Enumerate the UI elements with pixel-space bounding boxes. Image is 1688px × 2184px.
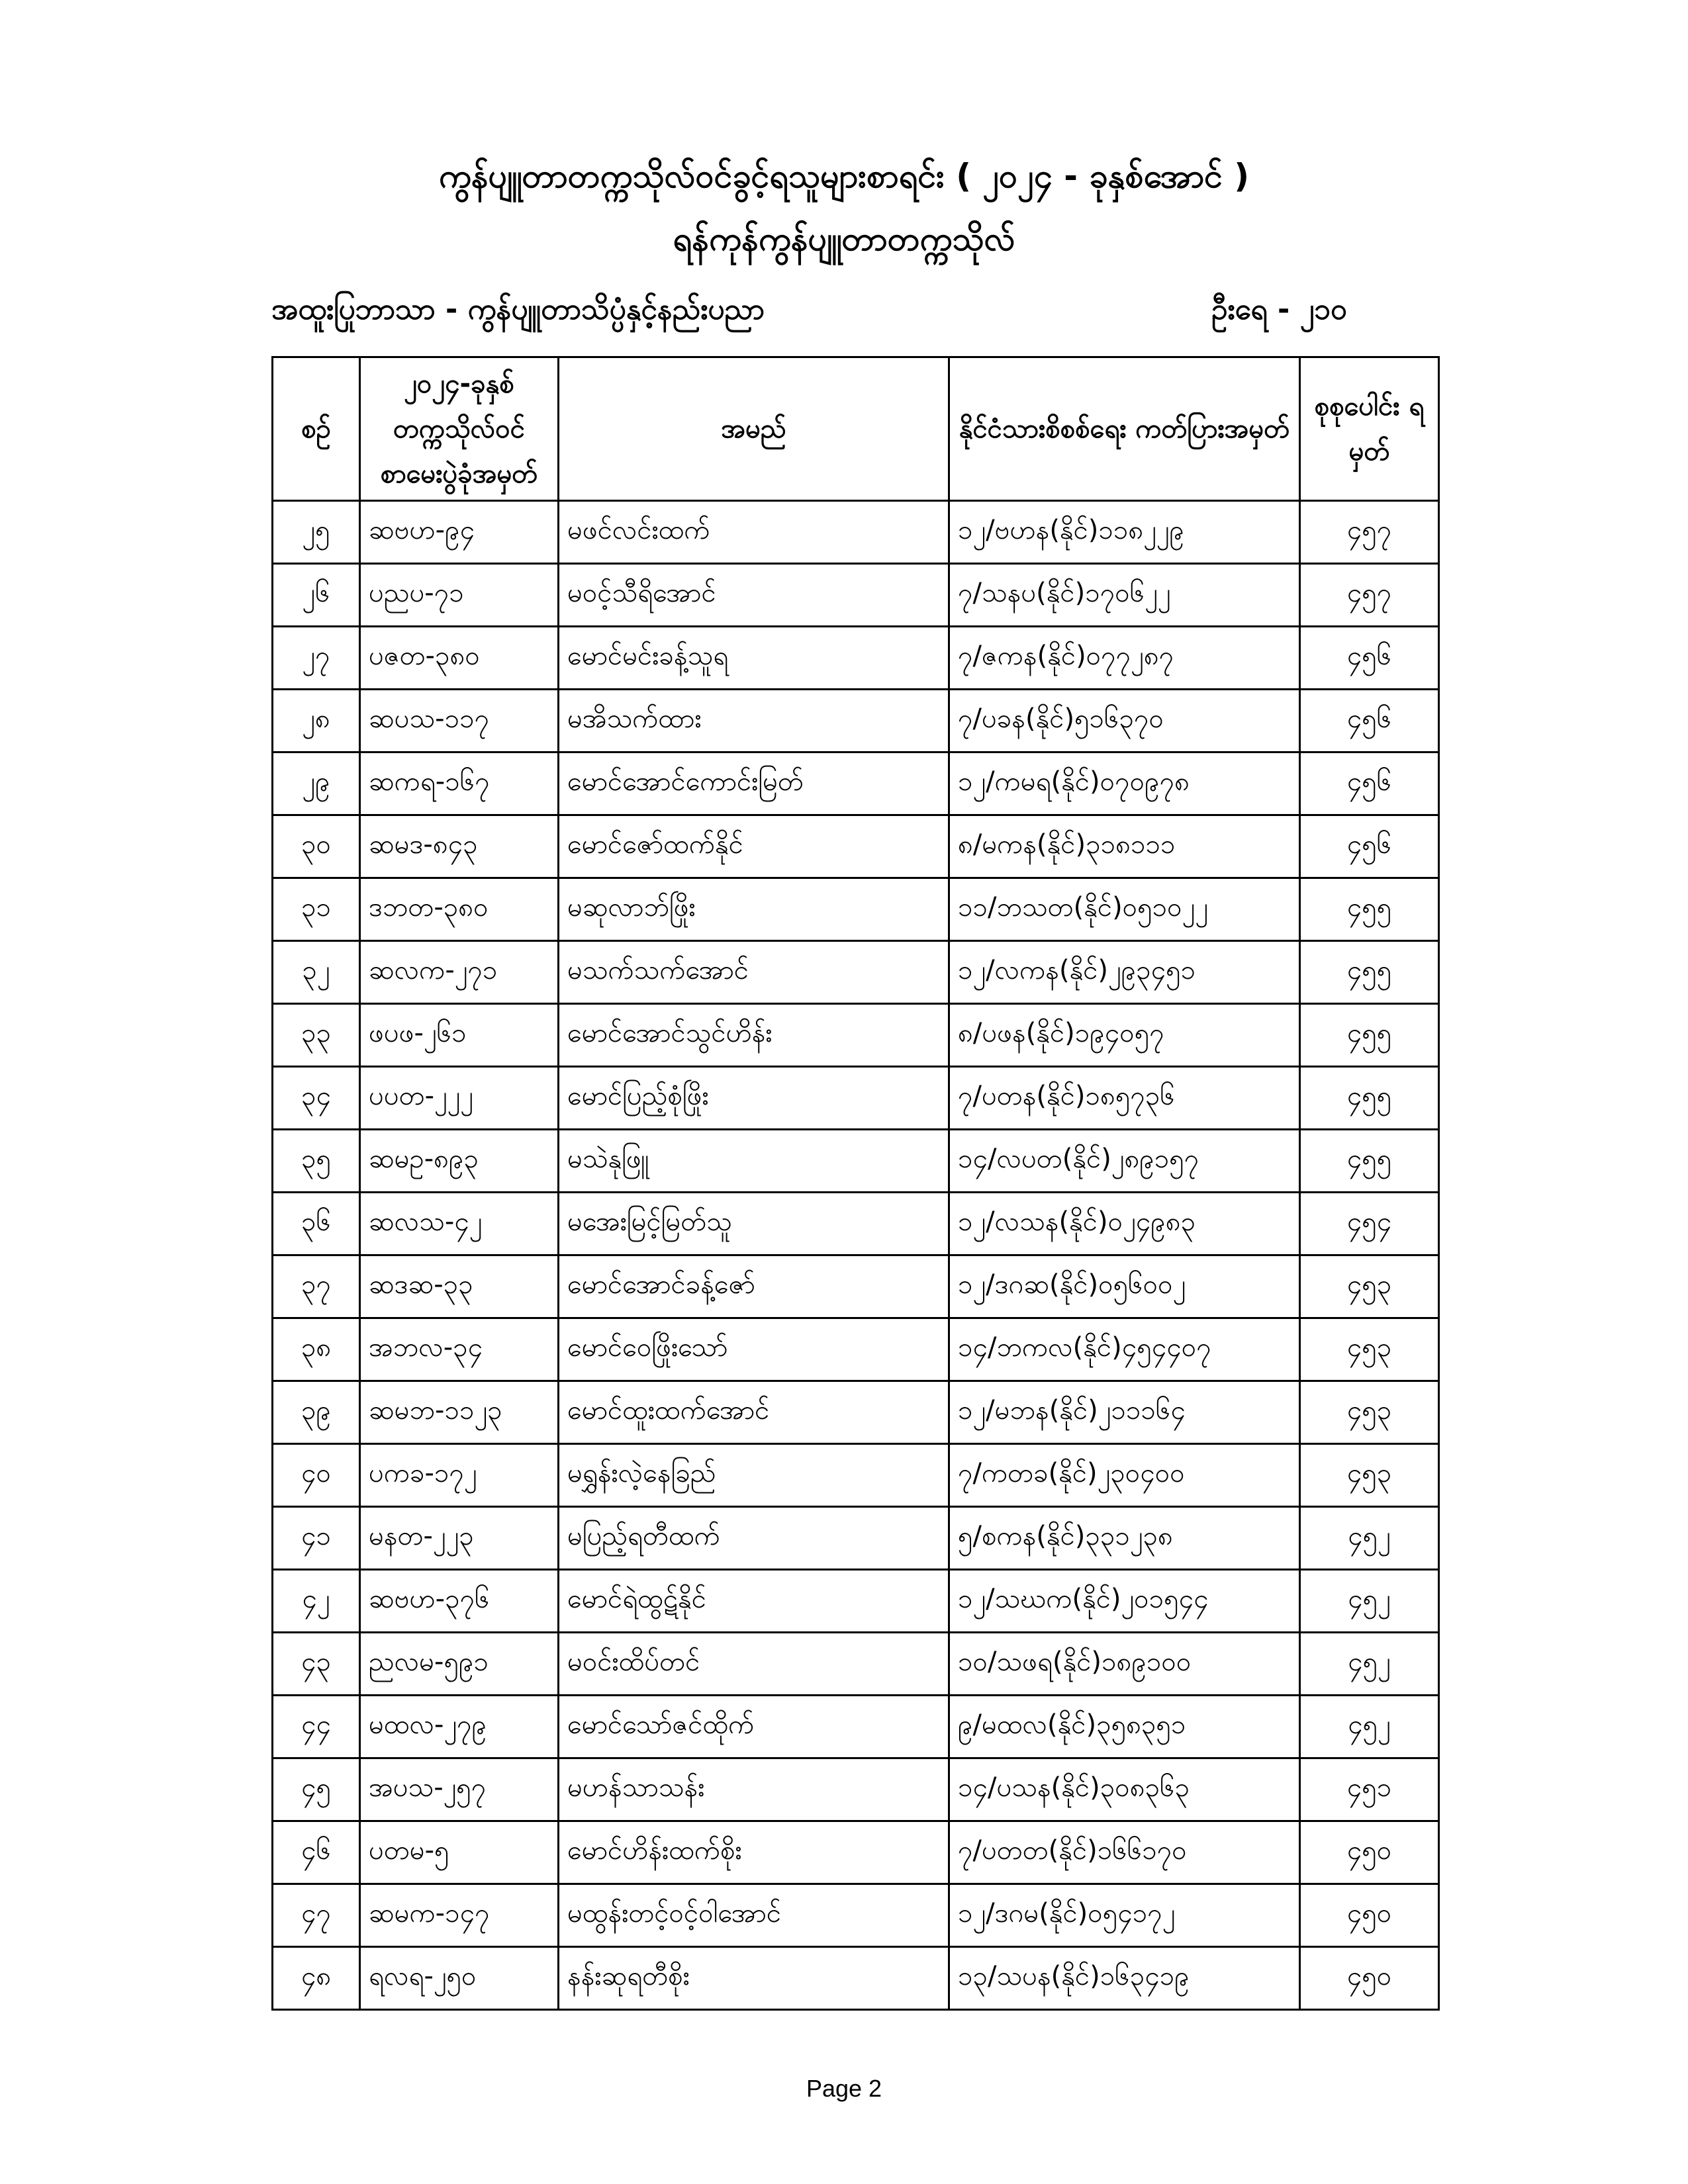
cell-no: ၄၃ — [273, 1633, 360, 1696]
cell-roll: ဆမက-၁၄၇ — [360, 1884, 559, 1947]
cell-nrc: ၁၃/သပန(နိုင်)၁၆၃၄၁၉ — [949, 1947, 1300, 2010]
cell-name: မောင်ပြည့်စုံဖြိုး — [559, 1067, 949, 1130]
cell-score: ၄၅၆ — [1300, 815, 1439, 878]
cell-no: ၃၂ — [273, 941, 360, 1004]
cell-score: ၄၅၃ — [1300, 1444, 1439, 1507]
cell-name: မအိသက်ထား — [559, 690, 949, 752]
table-row — [273, 1255, 1439, 1318]
cell-name: မအေးမြင့်မြတ်သူ — [559, 1193, 949, 1255]
cell-score: ၄၅၆ — [1300, 627, 1439, 690]
table-row — [273, 1947, 1439, 2010]
cell-name: မောင်ထူးထက်အောင် — [559, 1381, 949, 1444]
cell-nrc: ၁၂/လကန(နိုင်)၂၉၃၄၅၁ — [949, 941, 1300, 1004]
cell-roll: ဆမဘ-၁၁၂၃ — [360, 1381, 559, 1444]
cell-roll: ဒဘတ-၃၈၀ — [360, 878, 559, 941]
cell-score: ၄၅၆ — [1300, 752, 1439, 815]
cell-name: မဟန်သာသန်း — [559, 1758, 949, 1821]
cell-score: ၄၅၀ — [1300, 1884, 1439, 1947]
table-row — [273, 1004, 1439, 1067]
cell-no: ၄၂ — [273, 1570, 360, 1633]
cell-nrc: ၈/မကန(နိုင်)၃၁၈၁၁၁ — [949, 815, 1300, 878]
cell-nrc: ၁၂/သဃက(နိုင်)၂၀၁၅၄၄ — [949, 1570, 1300, 1633]
table-row — [273, 1130, 1439, 1193]
col-header-roll: ၂၀၂၄-ခုနှစ် တက္ကသိုလ်ဝင် စာမေးပွဲခုံအမှတ် — [360, 357, 559, 501]
cell-score: ၄၅၄ — [1300, 1193, 1439, 1255]
cell-name: မသက်သက်အောင် — [559, 941, 949, 1004]
cell-nrc: ၈/ပဖန(နိုင်)၁၉၄၀၅၇ — [949, 1004, 1300, 1067]
cell-roll: ရလရ-၂၅၀ — [360, 1947, 559, 2010]
cell-score: ၄၅၂ — [1300, 1633, 1439, 1696]
cell-name: မပြည့်ရတီထက် — [559, 1507, 949, 1570]
cell-no: ၄၈ — [273, 1947, 360, 2010]
cell-roll: ဆဗဟ-၃၇၆ — [360, 1570, 559, 1633]
cell-name: နန်းဆုရတီစိုး — [559, 1947, 949, 2010]
cell-nrc: ၅/စကန(နိုင်)၃၃၁၂၃၈ — [949, 1507, 1300, 1570]
cell-no: ၂၉ — [273, 752, 360, 815]
cell-name: မထွန်းတင့်ဝင့်ဝါအောင် — [559, 1884, 949, 1947]
cell-no: ၄၆ — [273, 1821, 360, 1884]
cell-nrc: ၁၂/ဗဟန(နိုင်)၁၁၈၂၂၉ — [949, 501, 1300, 564]
cell-score: ၄၅၂ — [1300, 1696, 1439, 1758]
seat-count: ဦးရေ - ၂၁၀ — [1211, 293, 1347, 326]
cell-roll: ဆမဥ-၈၉၃ — [360, 1130, 559, 1193]
cell-score: ၄၅၅ — [1300, 1067, 1439, 1130]
table-row — [273, 1696, 1439, 1758]
cell-nrc: ၁၂/ဒဂမ(နိုင်)၀၅၄၁၇၂ — [949, 1884, 1300, 1947]
col-header-name: အမည် — [559, 357, 949, 501]
admission-table — [271, 356, 1440, 2011]
table-row — [273, 815, 1439, 878]
cell-nrc: ၇/ပတန(နိုင်)၁၈၅၇၃၆ — [949, 1067, 1300, 1130]
cell-score: ၄၅၃ — [1300, 1255, 1439, 1318]
cell-nrc: ၁၄/ပသန(နိုင်)၃၀၈၃၆၃ — [949, 1758, 1300, 1821]
cell-name: မဆုလာဘ်ဖြိုး — [559, 878, 949, 941]
cell-score: ၄၅၅ — [1300, 878, 1439, 941]
cell-no: ၃၃ — [273, 1004, 360, 1067]
cell-name: မောင်ဇော်ထက်နိုင် — [559, 815, 949, 878]
cell-nrc: ၁၄/ဘကလ(နိုင်)၄၅၄၄၀၇ — [949, 1318, 1300, 1381]
cell-score: ၄၅၀ — [1300, 1947, 1439, 2010]
cell-nrc: ၇/ကတခ(နိုင်)၂၃၀၄၀၀ — [949, 1444, 1300, 1507]
cell-roll: ပဇတ-၃၈၀ — [360, 627, 559, 690]
table-row — [273, 1193, 1439, 1255]
cell-score: ၄၅၂ — [1300, 1507, 1439, 1570]
cell-name: မဝင့်သီရိအောင် — [559, 564, 949, 627]
cell-name: မသဲနုဖြူ — [559, 1130, 949, 1193]
cell-nrc: ၁၂/လသန(နိုင်)၀၂၄၉၈၃ — [949, 1193, 1300, 1255]
cell-name: မဖင်လင်းထက် — [559, 501, 949, 564]
cell-no: ၄၁ — [273, 1507, 360, 1570]
cell-nrc: ၇/ဇကန(နိုင်)၀၇၇၂၈၇ — [949, 627, 1300, 690]
table-row — [273, 564, 1439, 627]
cell-name: မောင်ရဲထွဋ်နိုင် — [559, 1570, 949, 1633]
cell-no: ၃၄ — [273, 1067, 360, 1130]
cell-name: မောင်အောင်ကောင်းမြတ် — [559, 752, 949, 815]
cell-roll: မထလ-၂၇၉ — [360, 1696, 559, 1758]
cell-score: ၄၅၆ — [1300, 690, 1439, 752]
cell-no: ၂၇ — [273, 627, 360, 690]
cell-nrc: ၁၀/သဖရ(နိုင်)၁၈၉၁၀၀ — [949, 1633, 1300, 1696]
table-row — [273, 1444, 1439, 1507]
table-row — [273, 1821, 1439, 1884]
table-row — [273, 1633, 1439, 1696]
cell-roll: ဖပဖ-၂၆၁ — [360, 1004, 559, 1067]
cell-no: ၂၅ — [273, 501, 360, 564]
cell-score: ၄၅၂ — [1300, 1570, 1439, 1633]
cell-roll: အဘလ-၃၄ — [360, 1318, 559, 1381]
cell-roll: ဆလသ-၄၂ — [360, 1193, 559, 1255]
cell-name: မဝင်းထိပ်တင် — [559, 1633, 949, 1696]
cell-no: ၃၉ — [273, 1381, 360, 1444]
cell-name: မောင်အောင်ခန့်ဇော် — [559, 1255, 949, 1318]
cell-name: မောင်ဝေဖြိုးသော် — [559, 1318, 949, 1381]
table-row — [273, 1884, 1439, 1947]
cell-nrc: ၁၂/ကမရ(နိုင်)၀၇၀၉၇၈ — [949, 752, 1300, 815]
cell-no: ၃၅ — [273, 1130, 360, 1193]
cell-no: ၂၈ — [273, 690, 360, 752]
cell-roll: ဆကရ-၁၆၇ — [360, 752, 559, 815]
cell-nrc: ၁၄/လပတ(နိုင်)၂၈၉၁၅၇ — [949, 1130, 1300, 1193]
university-name: ရန်ကုန်ကွန်ပျူတာတက္ကသိုလ် — [673, 220, 1015, 258]
cell-name: မောင်ဟိန်းထက်စိုး — [559, 1821, 949, 1884]
table-row — [273, 690, 1439, 752]
cell-roll: ပပတ-၂၂၂ — [360, 1067, 559, 1130]
table-header-row — [273, 357, 1439, 501]
cell-roll: ဆဗဟ-၉၄ — [360, 501, 559, 564]
cell-no: ၃၆ — [273, 1193, 360, 1255]
cell-no: ၃၀ — [273, 815, 360, 878]
page-number: Page 2 — [806, 2075, 882, 2102]
table-row — [273, 1758, 1439, 1821]
cell-roll: အပသ-၂၅၇ — [360, 1758, 559, 1821]
cell-score: ၄၅၅ — [1300, 941, 1439, 1004]
table-row — [273, 752, 1439, 815]
cell-score: ၄၅၃ — [1300, 1381, 1439, 1444]
table-row — [273, 627, 1439, 690]
list-title: ကွန်ပျူတာတက္ကသိုလ်ဝင်ခွင့်ရသူများစာရင်း ( ၂၀၂၄ - ခုနှစ်အောင် ) — [438, 157, 1250, 195]
cell-roll: ဆမဒ-၈၄၃ — [360, 815, 559, 878]
cell-name: မောင်အောင်သွင်ဟိန်း — [559, 1004, 949, 1067]
cell-no: ၃၇ — [273, 1255, 360, 1318]
cell-name: မောင်မင်းခန့်သူရ — [559, 627, 949, 690]
table-row — [273, 1318, 1439, 1381]
cell-nrc: ၉/မထလ(နိုင်)၃၅၈၃၅၁ — [949, 1696, 1300, 1758]
table-row — [273, 1067, 1439, 1130]
col-header-nrc: နိုင်ငံသားစိစစ်ရေး ကတ်ပြားအမှတ် — [949, 357, 1300, 501]
cell-nrc: ၇/ပတတ(နိုင်)၁၆၆၁၇၀ — [949, 1821, 1300, 1884]
cell-score: ၄၅၇ — [1300, 564, 1439, 627]
cell-score: ၄၅၅ — [1300, 1130, 1439, 1193]
cell-roll: မနတ-၂၂၃ — [360, 1507, 559, 1570]
cell-name: မရွှန်းလဲ့နေခြည် — [559, 1444, 949, 1507]
cell-nrc: ၇/ပခန(နိုင်)၅၁၆၃၇၀ — [949, 690, 1300, 752]
cell-score: ၄၅၇ — [1300, 501, 1439, 564]
cell-score: ၄၅၃ — [1300, 1318, 1439, 1381]
cell-no: ၄၄ — [273, 1696, 360, 1758]
table-row — [273, 1381, 1439, 1444]
cell-nrc: ၁၁/ဘသတ(နိုင်)၀၅၁၀၂၂ — [949, 878, 1300, 941]
table-row — [273, 1507, 1439, 1570]
cell-no: ၃၈ — [273, 1318, 360, 1381]
table-row — [273, 1570, 1439, 1633]
cell-no: ၂၆ — [273, 564, 360, 627]
cell-nrc: ၇/သနပ(နိုင်)၁၇၀၆၂၂ — [949, 564, 1300, 627]
cell-name: မောင်သော်ဇင်ထိုက် — [559, 1696, 949, 1758]
col-header-score: စုစုပေါင်း ရမှတ် — [1300, 357, 1439, 501]
cell-nrc: ၁၂/ဒဂဆ(နိုင်)၀၅၆၀၀၂ — [949, 1255, 1300, 1318]
table-row — [273, 501, 1439, 564]
cell-no: ၄၅ — [273, 1758, 360, 1821]
table-row — [273, 878, 1439, 941]
cell-roll: ဆဒဆ-၃၃ — [360, 1255, 559, 1318]
cell-roll: ဆလက-၂၇၁ — [360, 941, 559, 1004]
cell-roll: ညလမ-၅၉၁ — [360, 1633, 559, 1696]
cell-score: ၄၅၁ — [1300, 1758, 1439, 1821]
cell-score: ၄၅၅ — [1300, 1004, 1439, 1067]
cell-roll: ပကခ-၁၇၂ — [360, 1444, 559, 1507]
col-header-no: စဉ် — [273, 357, 360, 501]
specialization-label: အထူးပြုဘာသာ - ကွန်ပျူတာသိပ္ပံနှင့်နည်းပညာ — [271, 293, 765, 326]
cell-roll: ပတမ-၅ — [360, 1821, 559, 1884]
table-row — [273, 941, 1439, 1004]
cell-no: ၃၁ — [273, 878, 360, 941]
cell-roll: ပညပ-၇၁ — [360, 564, 559, 627]
cell-no: ၄၇ — [273, 1884, 360, 1947]
cell-score: ၄၅၀ — [1300, 1821, 1439, 1884]
cell-no: ၄၀ — [273, 1444, 360, 1507]
cell-roll: ဆပသ-၁၁၇ — [360, 690, 559, 752]
cell-nrc: ၁၂/မဘန(နိုင်)၂၁၁၁၆၄ — [949, 1381, 1300, 1444]
